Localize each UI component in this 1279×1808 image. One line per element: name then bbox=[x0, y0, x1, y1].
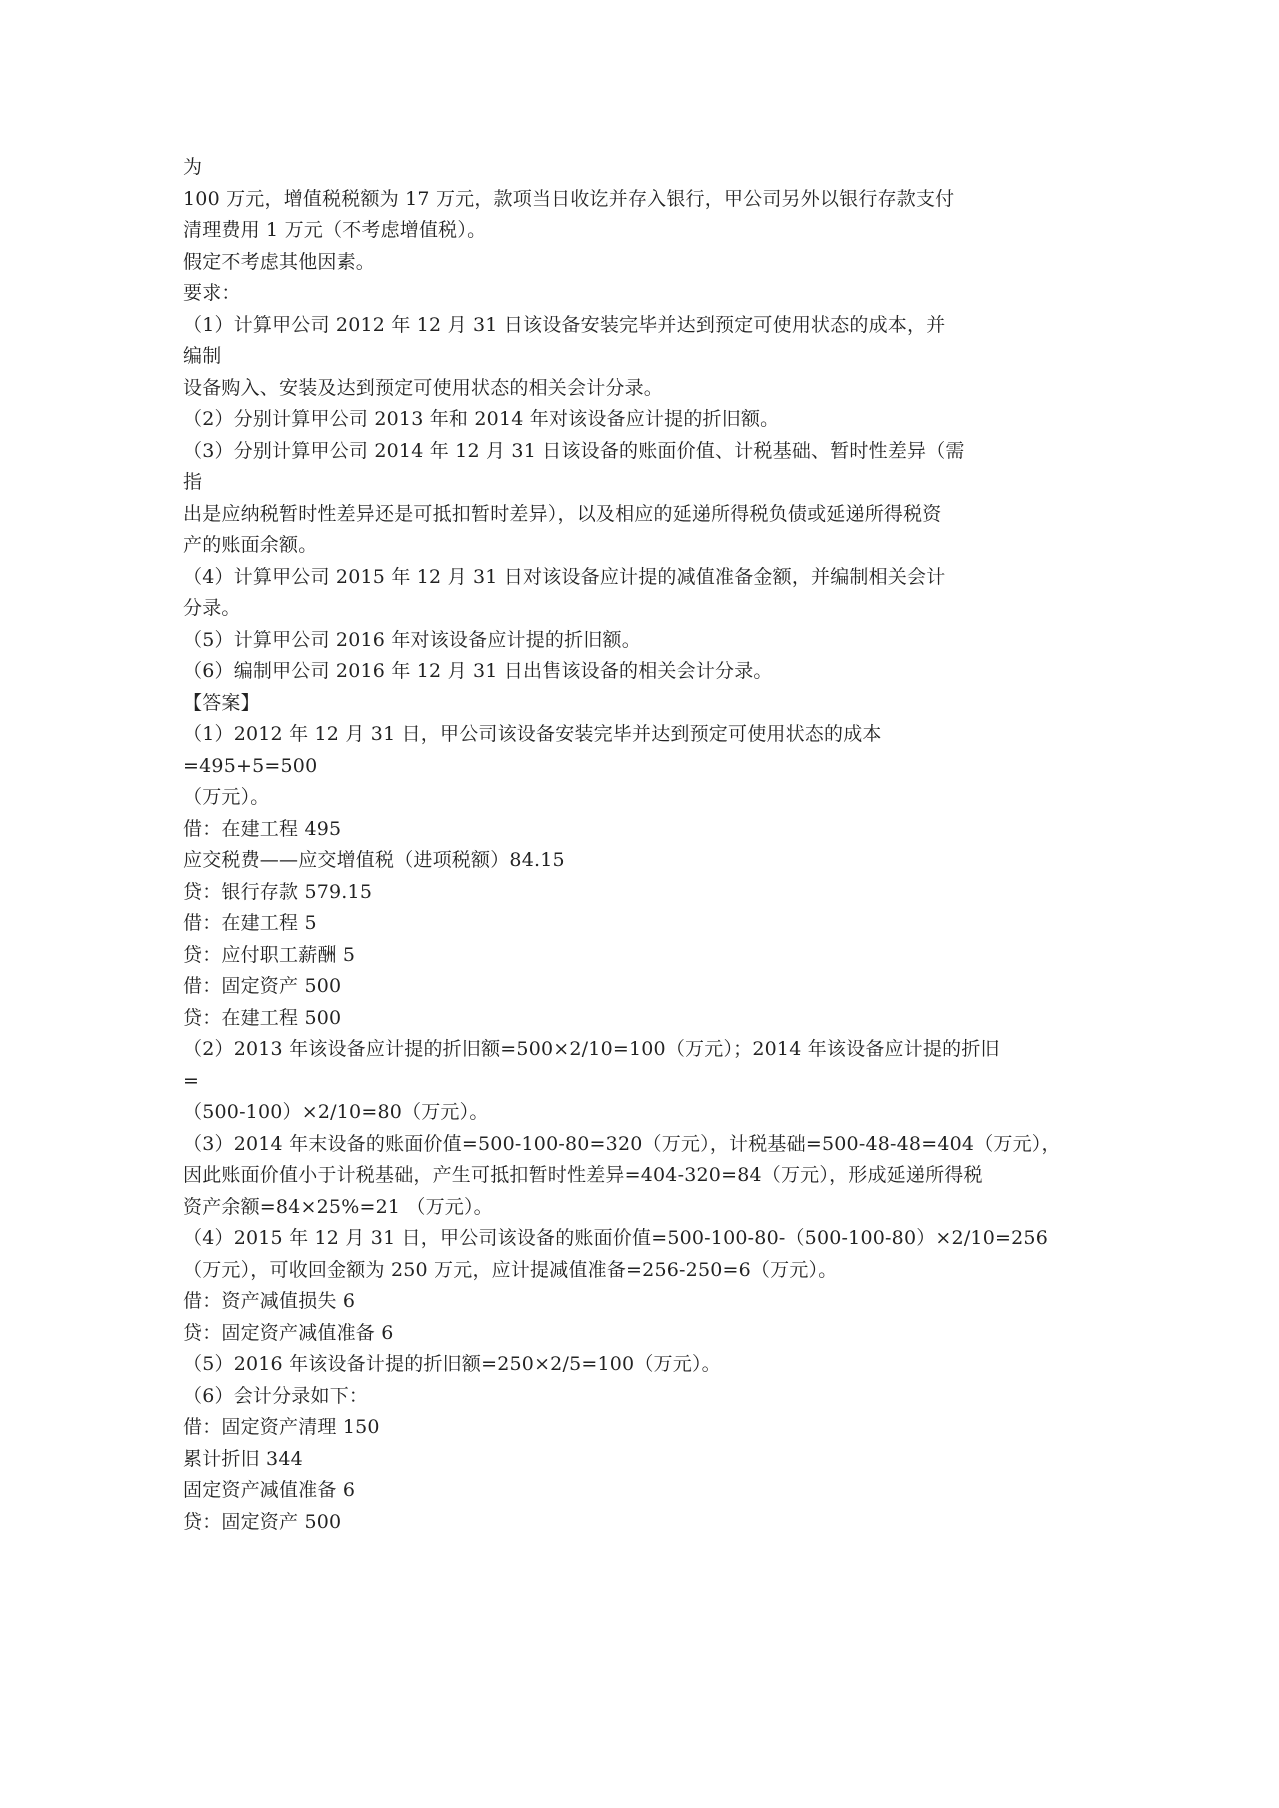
text-line: （2）分别计算甲公司 2013 年和 2014 年对该设备应计提的折旧额。 bbox=[183, 408, 780, 430]
text-line: 设备购入、安装及达到预定可使用状态的相关会计分录。 bbox=[183, 376, 664, 399]
text-line: 要求： bbox=[183, 282, 241, 304]
text-line: 编制 bbox=[183, 345, 222, 367]
text-line: 应交税费——应交增值税（进项税额）84.15 bbox=[183, 849, 565, 871]
text-line: （5）计算甲公司 2016 年对该设备应计提的折旧额。 bbox=[183, 628, 641, 651]
document-body bbox=[183, 152, 1061, 1538]
text-line: 100 万元，增值税税额为 17 万元，款项当日收讫并存入银行，甲公司另外以银行存款支付 bbox=[183, 187, 955, 210]
text-line: （1）2012 年 12 月 31 日，甲公司该设备安装完毕并达到预定可使用状态的成本 bbox=[183, 723, 882, 745]
text-line: 因此账面价值小于计税基础，产生可抵扣暂时性差异=404-320=84（万元），形成延递所得税 bbox=[183, 1164, 983, 1186]
text-line: （6）会计分录如下： bbox=[183, 1384, 369, 1407]
text-line: 假定不考虑其他因素。 bbox=[183, 250, 376, 273]
text-line: 固定资产减值准备 6 bbox=[183, 1479, 356, 1501]
text-line: 为 bbox=[183, 156, 203, 178]
text-line: 借：固定资产 500 bbox=[183, 975, 342, 997]
text-line: 产的账面余额。 bbox=[183, 534, 318, 556]
text-line: 出是应纳税暂时性差异还是可抵扣暂时差异），以及相应的延递所得税负债或延递所得税资 bbox=[183, 502, 942, 525]
text-line: （5）2016 年该设备计提的折旧额=250×2/5=100（万元）。 bbox=[183, 1353, 721, 1375]
text-line: = bbox=[183, 1069, 200, 1092]
text-line: 指 bbox=[183, 471, 203, 493]
text-line: 贷：在建工程 500 bbox=[183, 1006, 342, 1029]
text-line: （2）2013 年该设备应计提的折旧额=500×2/10=100（万元）；2014 年该设备应计提的折旧 bbox=[183, 1038, 1000, 1060]
text-line: （500-100）×2/10=80（万元）。 bbox=[183, 1101, 489, 1123]
text-line: 借：在建工程 5 bbox=[183, 912, 317, 934]
text-line: 分录。 bbox=[183, 597, 241, 619]
text-line: 清理费用 1 万元（不考虑增值税）。 bbox=[183, 219, 487, 241]
text-line: （万元），可收回金额为 250 万元，应计提减值准备=256-250=6（万元）。 bbox=[183, 1258, 838, 1281]
text-line: 贷：银行存款 579.15 bbox=[183, 880, 373, 903]
text-line: 资产余额=84×25%=21 （万元）。 bbox=[183, 1195, 493, 1218]
text-line: （3）2014 年末设备的账面价值=500-100-80=320（万元），计税基础=500-48-48=404（万元）， bbox=[183, 1132, 1061, 1155]
text-line: 累计折旧 344 bbox=[183, 1447, 303, 1470]
text-line: 【答案】 bbox=[183, 691, 260, 714]
text-line: （4）2015 年 12 月 31 日，甲公司该设备的账面价值=500-100-80-（500-100-80）×2/10=256 bbox=[183, 1227, 1048, 1249]
text-line: （万元）。 bbox=[183, 786, 270, 808]
text-line: （4）计算甲公司 2015 年 12 月 31 日对该设备应计提的减值准备金额，并编制相关会计 bbox=[183, 565, 946, 588]
text-line: 贷：固定资产 500 bbox=[183, 1510, 342, 1533]
text-line: （1）计算甲公司 2012 年 12 月 31 日该设备安装完毕并达到预定可使用状态的成本，并 bbox=[183, 313, 946, 336]
text-line: （6）编制甲公司 2016 年 12 月 31 日出售该设备的相关会计分录。 bbox=[183, 660, 773, 682]
text-line: =495+5=500 bbox=[183, 754, 318, 777]
text-line: 贷：固定资产减值准备 6 bbox=[183, 1321, 394, 1344]
text-line: 贷：应付职工薪酬 5 bbox=[183, 943, 356, 966]
text-line: 借：在建工程 495 bbox=[183, 817, 342, 840]
text-line: 借：固定资产清理 150 bbox=[183, 1416, 380, 1438]
text-line: （3）分别计算甲公司 2014 年 12 月 31 日该设备的账面价值、计税基础、暂时性差异（需 bbox=[183, 439, 965, 462]
text-line: 借：资产减值损失 6 bbox=[183, 1290, 356, 1312]
